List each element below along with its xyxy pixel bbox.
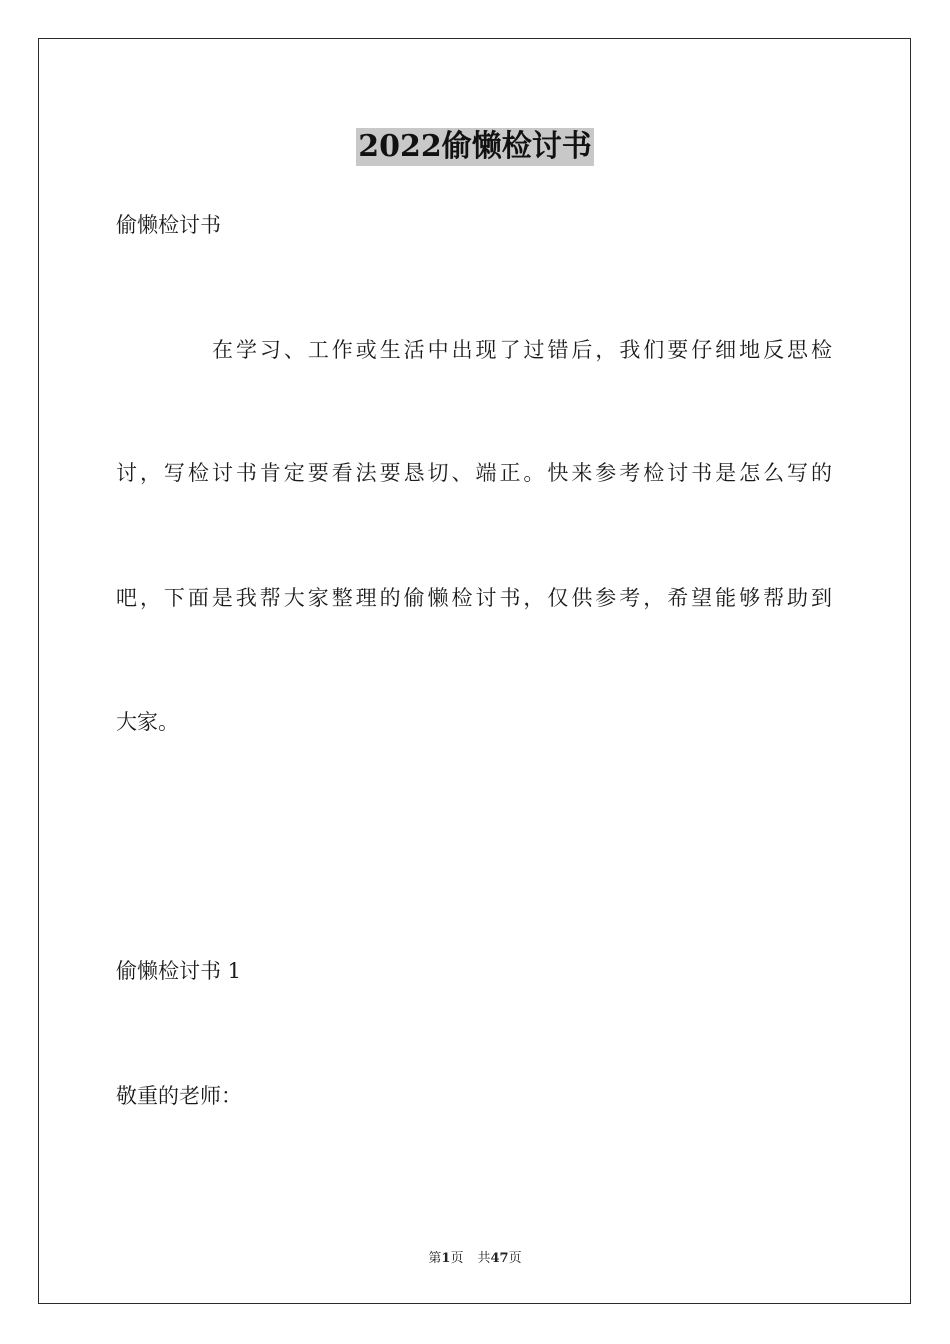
page-footer <box>0 1247 950 1266</box>
page-suffix: 页 <box>450 1251 464 1266</box>
intro-paragraph-line: 大家。 <box>116 710 179 734</box>
salutation: 敬重的老师： <box>116 1084 242 1108</box>
document-subtitle: 偷懒检讨书 <box>116 213 221 237</box>
title-container <box>0 128 950 166</box>
page-number: 1 <box>441 1251 451 1266</box>
total-prefix: 共 <box>477 1251 491 1266</box>
intro-paragraph-line: 在学习、工作或生活中出现了过错后，我们要仔细地反思检 <box>212 338 832 362</box>
total-pages: 47 <box>490 1251 509 1266</box>
document-title: 2022偷懒检讨书 <box>358 129 592 164</box>
intro-paragraph-line: 吧，下面是我帮大家整理的偷懒检讨书，仅供参考，希望能够帮助到 <box>116 586 832 610</box>
total-suffix: 页 <box>508 1251 522 1266</box>
intro-paragraph-line: 讨，写检讨书肯定要看法要恳切、端正。快来参考检讨书是怎么写的 <box>116 461 832 485</box>
page-prefix: 第 <box>428 1251 442 1266</box>
section-heading: 偷懒检讨书 1 <box>116 959 242 983</box>
